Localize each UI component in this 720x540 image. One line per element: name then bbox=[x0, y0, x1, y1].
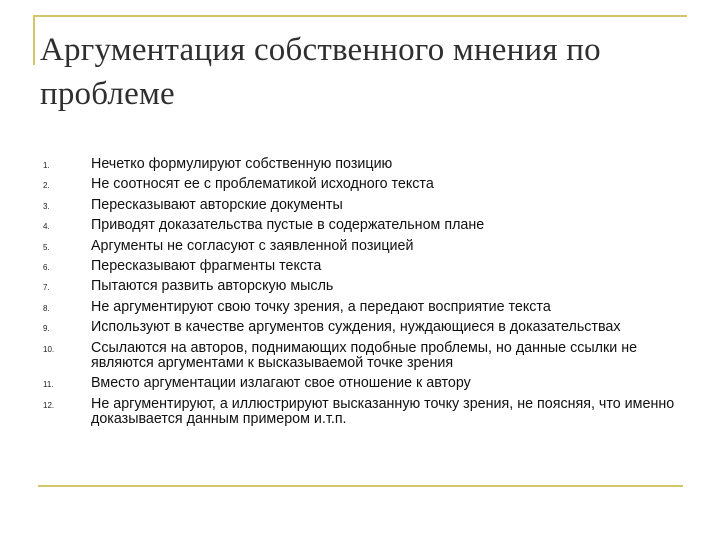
list-item-text: Приводят доказательства пустые в содержательном плане bbox=[91, 217, 485, 234]
list-item-text: Аргументы не согласуют с заявленной позицией bbox=[91, 237, 414, 254]
list-item-text: Пересказывают фрагменты текста bbox=[91, 258, 322, 275]
list-item bbox=[40, 320, 680, 340]
list-item bbox=[40, 376, 680, 396]
list-item-number: 10. bbox=[43, 344, 55, 354]
list-item-number: 3. bbox=[43, 201, 50, 211]
frame-left-line bbox=[33, 15, 35, 65]
list-item-text: Не аргументируют, а иллюстрируют высказанную точку зрения, не поясняя, что именно доказывается данным примером и.т.п. bbox=[91, 395, 675, 428]
list-item-text: Ссылаются на авторов, поднимающих подобные проблемы, но данные ссылки не являются аргументами к высказываемой точке зрения bbox=[91, 339, 638, 372]
list-item-number: 7. bbox=[43, 283, 50, 293]
list-item bbox=[40, 177, 680, 197]
frame-top-line bbox=[33, 15, 687, 17]
list-item bbox=[40, 259, 680, 279]
list-item-number: 8. bbox=[43, 303, 50, 313]
list-item-text: Пересказывают авторские документы bbox=[91, 196, 343, 213]
list-item-number: 4. bbox=[43, 222, 50, 232]
numbered-list bbox=[40, 157, 680, 433]
slide-title: Аргументация собственного мнения по проблеме bbox=[40, 32, 601, 112]
list-item-number: 9. bbox=[43, 324, 50, 334]
list-item bbox=[40, 300, 680, 320]
list-item bbox=[40, 198, 680, 218]
list-item bbox=[40, 279, 680, 299]
frame-bottom-line bbox=[38, 485, 683, 487]
list-item-text: Вместо аргументации излагают свое отношение к автору bbox=[91, 375, 471, 392]
list-item-number: 1. bbox=[43, 161, 50, 170]
list-item bbox=[40, 157, 680, 177]
list-item-number: 11. bbox=[43, 380, 54, 390]
list-item bbox=[40, 239, 680, 259]
list-item-text: Пытаются развить авторскую мысль bbox=[91, 278, 334, 295]
list-item bbox=[40, 218, 680, 238]
list-item-number: 5. bbox=[43, 242, 50, 252]
list-item-number: 2. bbox=[43, 181, 50, 191]
list-item bbox=[40, 341, 680, 377]
list-item-text: Нечетко формулируют собственную позицию bbox=[91, 156, 393, 172]
list-item-text: Не соотносят ее с проблематикой исходного текста bbox=[91, 176, 434, 193]
list-item-text: Не аргументируют свою точку зрения, а передают восприятие текста bbox=[91, 298, 551, 315]
list-item-number: 12. bbox=[43, 400, 55, 410]
list-item-text: Используют в качестве аргументов суждения, нуждающиеся в доказательствах bbox=[91, 319, 621, 336]
list-item bbox=[40, 397, 680, 433]
list-item-number: 6. bbox=[43, 263, 50, 273]
